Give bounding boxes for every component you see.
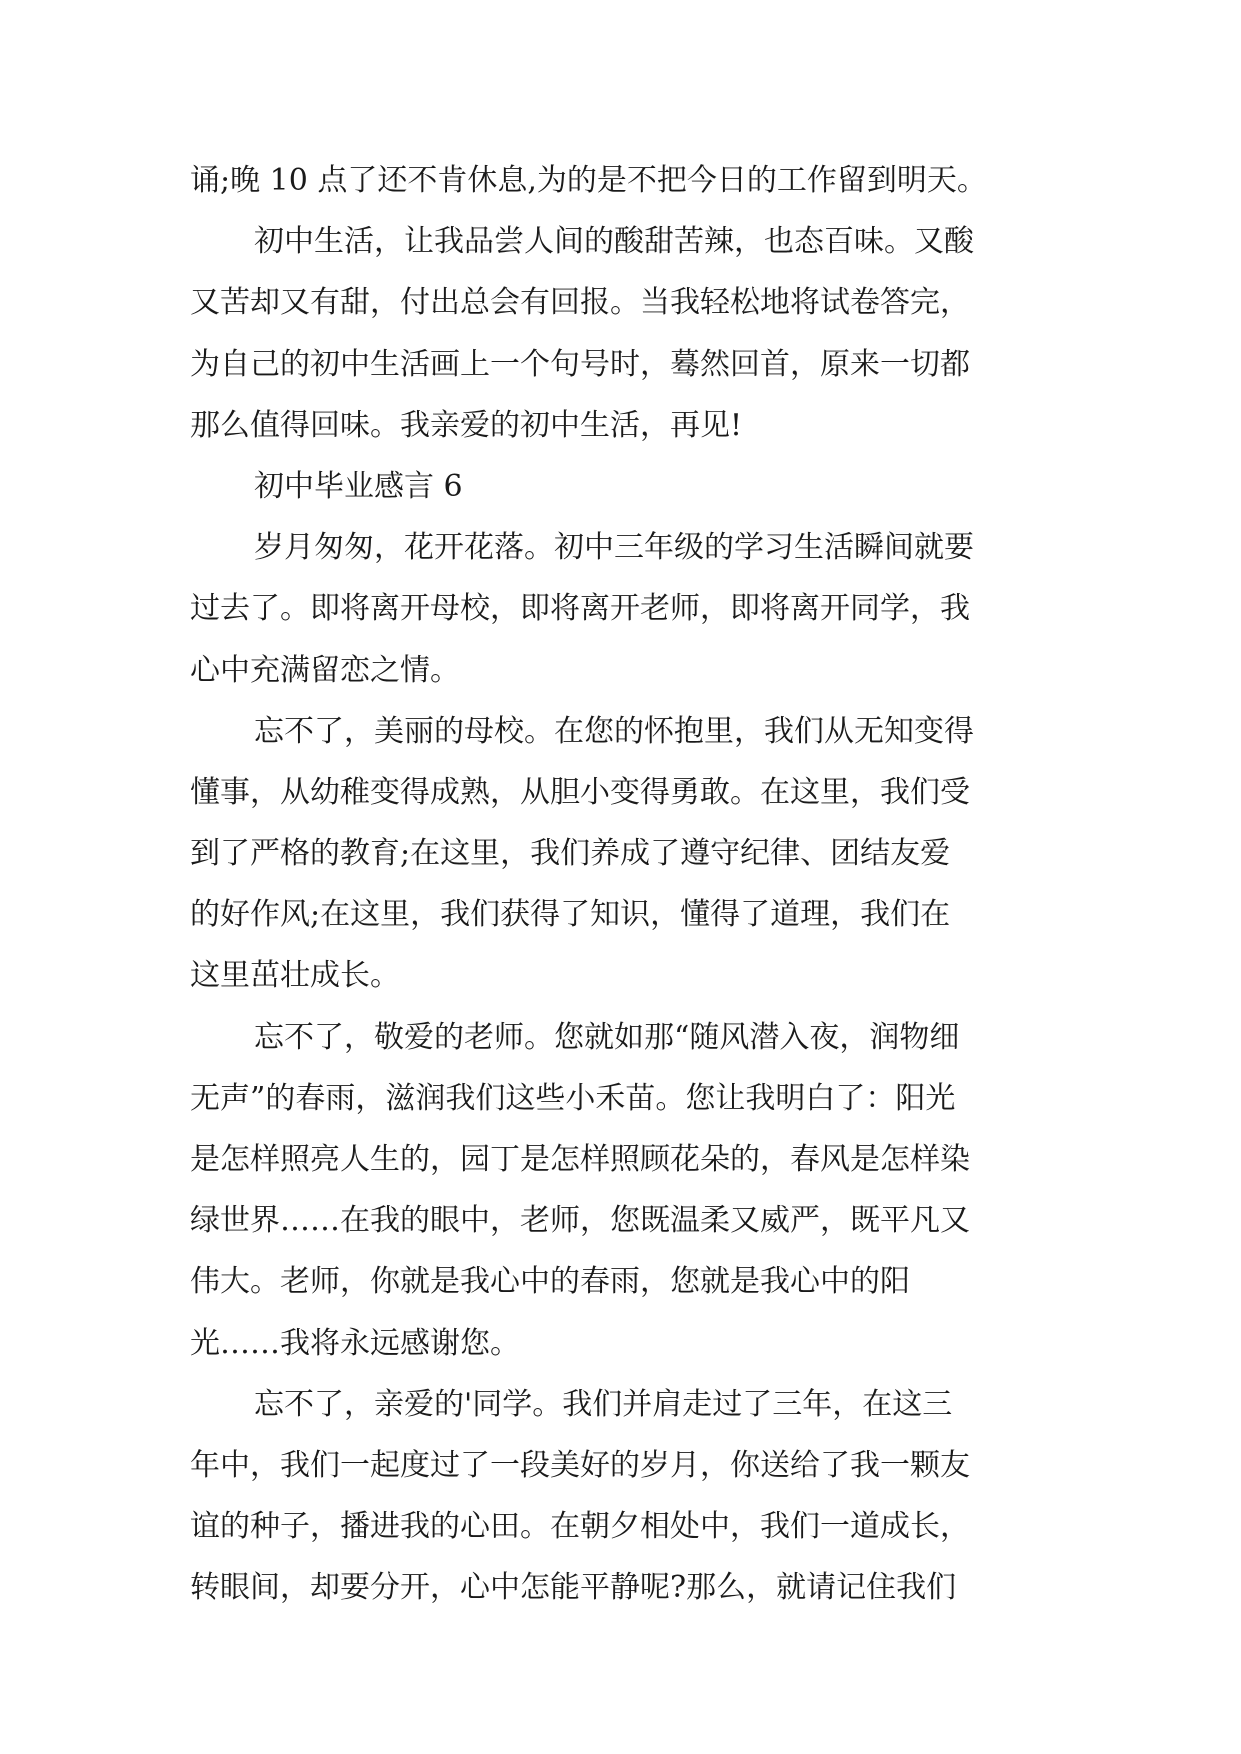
text-line: 转眼间，却要分开，心中怎能平静呢?那么，就请记住我们 [190, 1570, 957, 1606]
text-line: 谊的种子，播进我的心田。在朝夕相处中，我们一道成长， [190, 1509, 970, 1545]
text-line: 这里茁壮成长。 [190, 958, 400, 994]
text-line: 伟大。老师，你就是我心中的春雨，您就是我心中的阳 [190, 1264, 910, 1300]
text-line: 到了严格的教育;在这里，我们养成了遵守纪律、团结友爱 [190, 836, 951, 872]
text-line: 无声”的春雨，滋润我们这些小禾苗。您让我明白了：阳光 [190, 1080, 956, 1116]
text-line: 那么值得回味。我亲爱的初中生活，再见! [190, 407, 743, 443]
text-line: 忘不了，敬爱的老师。您就如那“随风潜入夜，润物细 [254, 1019, 960, 1055]
text-line: 过去了。即将离开母校，即将离开老师，即将离开同学，我 [190, 591, 970, 627]
text-line: 忘不了，美丽的母校。在您的怀抱里，我们从无知变得 [254, 713, 974, 749]
document-body [190, 150, 1090, 1619]
text-line: 绿世界……在我的眼中，老师，您既温柔又威严，既平凡又 [190, 1203, 970, 1239]
text-line: 忘不了，亲爱的'同学。我们并肩走过了三年，在这三 [254, 1386, 953, 1422]
text-line: 初中生活，让我品尝人间的酸甜苦辣，也态百味。又酸 [254, 224, 974, 260]
text-line: 年中，我们一起度过了一段美好的岁月，你送给了我一颗友 [190, 1447, 970, 1483]
text-line: 光……我将永远感谢您。 [190, 1325, 520, 1361]
text-line: 为自己的初中生活画上一个句号时，蓦然回首，原来一切都 [190, 346, 970, 382]
text-line: 心中充满留恋之情。 [190, 652, 460, 688]
text-line: 诵;晚 10 点了还不肯休息,为的是不把今日的工作留到明天。 [190, 163, 987, 198]
text-line: 懂事，从幼稚变得成熟，从胆小变得勇敢。在这里，我们受 [190, 774, 970, 810]
text-line: 岁月匆匆，花开花落。初中三年级的学习生活瞬间就要 [254, 530, 974, 566]
text-line: 的好作风;在这里，我们获得了知识，懂得了道理，我们在 [190, 897, 951, 933]
text-line: 是怎样照亮人生的，园丁是怎样照顾花朵的，春风是怎样染 [190, 1142, 970, 1177]
text-line: 又苦却又有甜，付出总会有回报。当我轻松地将试卷答完， [190, 285, 970, 321]
section-heading: 初中毕业感言 6 [254, 468, 463, 504]
